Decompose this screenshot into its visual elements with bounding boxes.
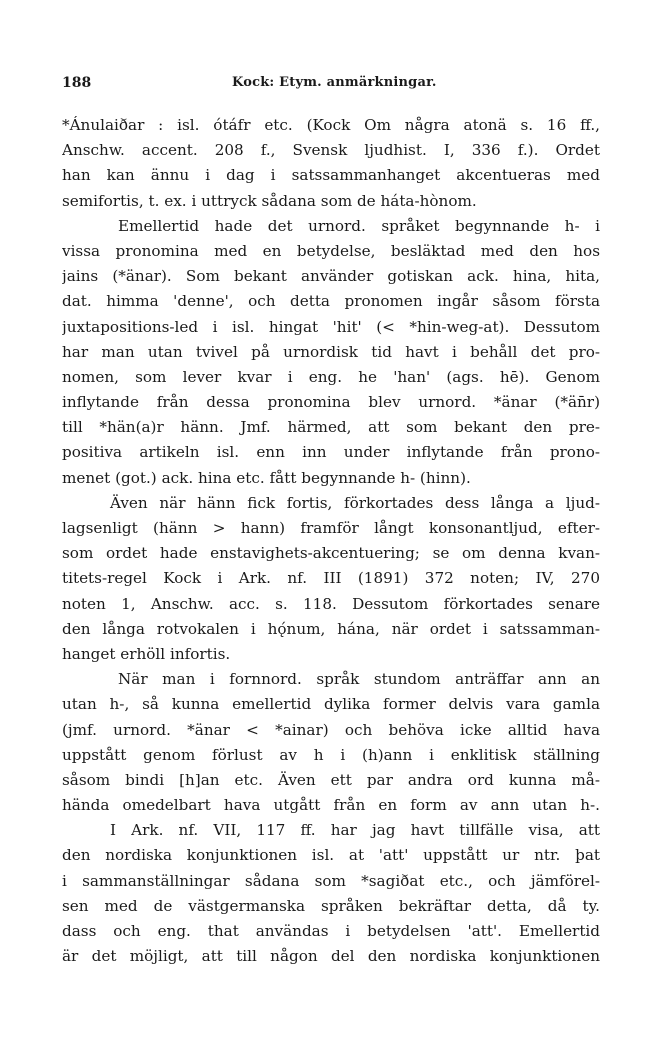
text-line: den långa rotvokalen i hǫ́num, hána, när ordet i satssamman- bbox=[62, 619, 600, 638]
text-line: som ordet hade enstavighets-akcentuering; se om denna kvan- bbox=[62, 544, 600, 563]
text-line: såsom bindi [h]an etc. Även ett par andra ord kunna må- bbox=[62, 770, 600, 789]
text-line: jains (*änar). Som bekant använder gotiskan ack. hina, hita, bbox=[62, 267, 600, 286]
text-line: titets-regel Kock i Ark. nf. III (1891) 372 noten; IV, 270 bbox=[62, 569, 600, 588]
text-line: När man i fornnord. språk stundom anträffar ann an bbox=[118, 670, 600, 689]
text-line: nomen, som lever kvar i eng. he 'han' (ags. hē). Genom bbox=[62, 367, 600, 386]
text-line: han kan ännu i dag i satssammanhanget akcentueras med bbox=[62, 166, 600, 185]
text-line: lagsenligt (hänn > hann) framför långt konsonantljud, efter- bbox=[62, 519, 600, 537]
text-line: semifortis, t. ex. i uttryck sådana som de háta-hònom. bbox=[62, 191, 477, 210]
text-line: *Ánulaiðar : isl. ótáfr etc. (Kock Om några atonä s. 16 ff., bbox=[62, 116, 600, 134]
text-line: i sammanställningar sådana som *sagiðat etc., och jämförel- bbox=[62, 871, 600, 890]
text-line: menet (got.) ack. hina etc. fått begynnande h- (hinn). bbox=[62, 468, 471, 487]
text-line: hända omedelbart hava utgått från en form av ann utan h-. bbox=[62, 796, 600, 815]
text-line: har man utan tvivel på urnordisk tid havt i behåll det pro- bbox=[62, 342, 600, 361]
text-line: sen med de västgermanska språken bekräftar detta, då ty. bbox=[62, 896, 600, 915]
text-line: Anschw. accent. 208 f., Svensk ljudhist. I, 336 f.). Ordet bbox=[62, 141, 600, 160]
text-line: inflytande från dessa pronomina blev urnord. *änar (*än̄r) bbox=[62, 393, 600, 412]
text-line: (jmf. urnord. *änar < *ainar) och behöva icke alltid hava bbox=[62, 720, 600, 739]
text-line: dass och eng. that användas i betydelsen 'att'. Emellertid bbox=[62, 922, 600, 940]
text-line: utan h-, så kunna emellertid dylika former delvis vara gamla bbox=[62, 695, 600, 714]
text-line: till *hän(a)r hänn. Jmf. härmed, att som bekant den pre- bbox=[62, 418, 600, 437]
running-head bbox=[62, 75, 602, 97]
text-line: är det möjligt, att till någon del den nordiska konjunktionen bbox=[62, 947, 600, 966]
text-line: hanget erhöll infortis. bbox=[62, 644, 231, 663]
body-text bbox=[62, 113, 600, 969]
text-line: Även när hänn fick fortis, förkortades dess långa a ljud- bbox=[110, 493, 600, 512]
text-line: Emellertid hade det urnord. språket begynnande h- i bbox=[118, 216, 600, 235]
text-line: positiva artikeln isl. enn inn under inflytande från prono- bbox=[62, 443, 600, 462]
text-line: juxtapositions-led i isl. hingat 'hit' (< *hin-weg-at). Dessutom bbox=[62, 317, 600, 336]
text-line: I Ark. nf. VII, 117 ff. har jag havt tillfälle visa, att bbox=[110, 821, 600, 840]
text-line: uppstått genom förlust av h i (h)ann i enklitisk ställning bbox=[62, 745, 600, 764]
text-line: noten 1, Anschw. acc. s. 118. Dessutom förkortades senare bbox=[62, 594, 600, 613]
text-line: den nordiska konjunktionen isl. at 'att' uppstått ur ntr. þat bbox=[62, 846, 600, 865]
text-line: dat. himma 'denne', och detta pronomen ingår såsom första bbox=[62, 292, 600, 311]
page-number: 188 bbox=[62, 75, 92, 91]
text-line: vissa pronomina med en betydelse, besläktad med den hos bbox=[62, 241, 600, 260]
running-head-title: Kock: Etym. anmärkningar. bbox=[232, 75, 437, 90]
